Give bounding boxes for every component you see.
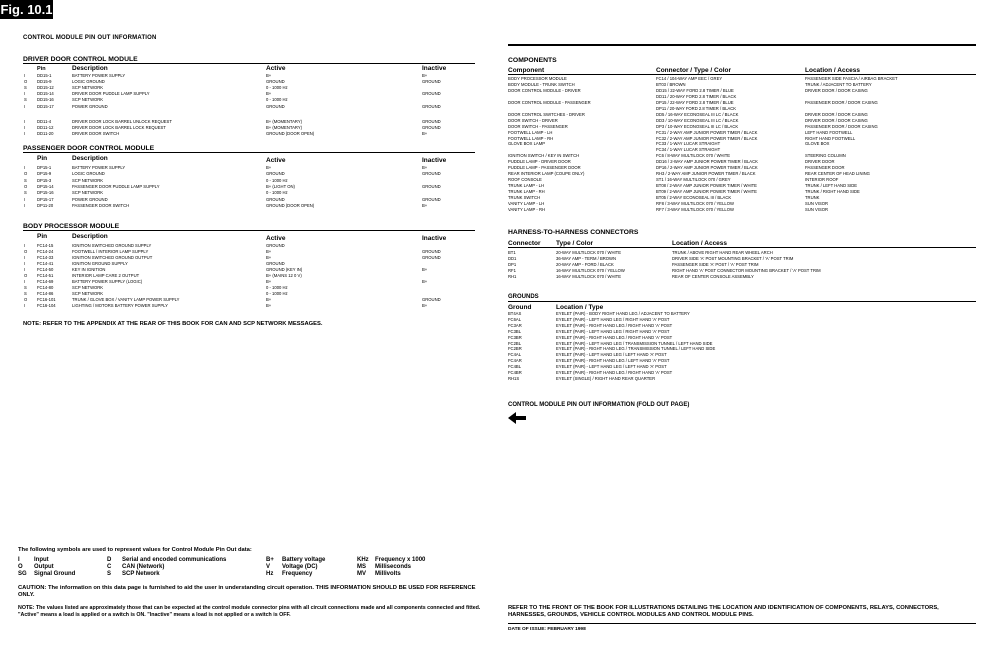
pin-number: FC14-33 — [37, 255, 54, 260]
component-connector: DP3 / 10-WAY ECONOSEAL III LC / BLACK — [656, 123, 739, 129]
component-connector: FC6 / 8-WAY MULTILOCK 070 / WHITE — [656, 153, 731, 159]
component-connector: FC31 / 2-WAY AMP JUNIOR POWER TIMER / BLACK — [656, 129, 758, 135]
ground-location: EYELET (PAIR) - LEFT HAND LEG / LEFT HAND 'A' POST — [556, 364, 667, 370]
pin-number: DD15-9 — [37, 79, 52, 85]
harness-type: 16-WAY MULTILOCK 070 / WHITE — [556, 273, 621, 279]
pin-description: FOOTWELL / INTERIOR LAMP SUPPLY — [72, 249, 149, 254]
component-name: TRUNK LAMP - LH — [508, 183, 544, 189]
component-connector: RF7 / 3-WAY MULTILOCK 070 / YELLOW — [656, 206, 734, 212]
pin-io: I — [24, 103, 26, 109]
pin-io: S — [24, 285, 27, 290]
ground-id: FC4AR — [508, 358, 522, 364]
component-location: TRUNK / ADJACENT TO BATTERY — [805, 81, 872, 87]
pin-active-value: B+ — [266, 303, 272, 308]
component-name: TRUNK SWITCH — [508, 195, 541, 200]
pin-inactive-value: GROUND — [422, 124, 441, 130]
symbol-code: Hz — [266, 571, 274, 577]
component-connector: FC14 / 104-WAY AMP EEC / GREY — [656, 76, 723, 81]
pin-number: FC14-69 — [37, 279, 54, 284]
pin-inactive-value: GROUND — [422, 79, 441, 85]
component-location: STEERING COLUMN — [805, 153, 846, 159]
ground-id: FC6AL — [508, 316, 522, 322]
pin-active-value: GROUND — [266, 79, 285, 85]
component-connector: DP16 / 2-WAY AMP JUNIOR POWER TIMER / BLACK — [656, 165, 758, 171]
component-name: GLOVE BOX LAMP — [508, 141, 546, 147]
harness-title: HARNESS-TO-HARNESS CONNECTORS — [508, 229, 639, 236]
harness-connector-header: Connector — [508, 240, 541, 247]
ground-location: EYELET (PAIR) - RIGHT HAND LEG / RIGHT HAND 'A' POST — [556, 370, 673, 375]
component-location: DRIVER DOOR / DOOR CASING — [805, 111, 868, 117]
component-location: SUN VISOR — [805, 200, 829, 206]
component-connector: DP15 / 22-WAY FORD 2.8 TIMER / BLUE — [656, 99, 734, 105]
pin-number: FC14-41 — [37, 261, 54, 266]
passenger-pin-header: Pin — [37, 155, 48, 162]
pin-number: DD15-14 — [37, 91, 54, 97]
component-name: DOOR CONTROL SWITCHES - DRIVER — [508, 111, 585, 117]
ground-id: FC4BL — [508, 364, 522, 370]
pin-description: INTERIOR LAMP CARE 2 OUTPUT — [72, 273, 140, 278]
pin-description: LIGHTING / MOTORS BATTERY POWER SUPPLY — [72, 303, 168, 308]
harness-location: REAR OF CENTER CONSOLE ASSEMBLY — [672, 273, 754, 279]
refer-front-note: REFER TO THE FRONT OF THE BOOK FOR ILLUSTRATIONS DETAILING THE LOCATION AND IDENTIFICATION OF COMPONENTS, RELAYS, CONNECTORS, HARNESSES, GROUNDS, VEHICLE CONTROL MODULES AND CONTROL MODULE PINS. — [508, 605, 939, 618]
component-name: FOOTWELL LAMP - LH — [508, 129, 553, 135]
pin-number: DP15-9 — [37, 171, 52, 177]
pin-active-value: GROUND — [266, 261, 285, 266]
component-connector: FC32 / 2-WAY AMP JUNIOR POWER TIMER / BLACK — [656, 135, 758, 141]
pin-number: DP15-3 — [37, 177, 52, 183]
pin-inactive-value: GROUND — [422, 171, 441, 177]
pin-number: DD11-12 — [37, 124, 54, 130]
harness-connector: DP1 — [508, 261, 517, 267]
pin-description: DRIVER DOOR LOCK BARREL LOCK REQUEST — [72, 124, 166, 130]
ground-location: EYELET (PAIR) - RIGHT HAND LEG / LEFT HAND 'A' POST — [556, 358, 670, 364]
symbol-meaning: Output — [34, 564, 54, 570]
pin-active-value: 0 - 1000 Hz — [266, 285, 288, 290]
pin-io: I — [24, 303, 26, 308]
component-location: REAR CENTER OF HEAD LINING — [805, 171, 870, 177]
component-connector: DD16 / 2-WAY AMP JUNIOR POWER TIMER / BLACK — [656, 159, 758, 165]
ground-header: Ground — [508, 304, 532, 311]
pin-number: DD15-17 — [37, 103, 54, 109]
component-connector: FC33 / 1-WAY LUCAR STRAIGHT — [656, 141, 721, 147]
component-connector: BT09 / 2-WAY AMP JUNIOR POWER TIMER / WHITE — [656, 189, 757, 195]
component-name: DOOR CONTROL MODULE - DRIVER — [508, 87, 581, 93]
pin-number: DP11-20 — [37, 202, 54, 208]
body-desc-header: Description — [72, 233, 108, 240]
symbol-meaning: Millivolts — [375, 571, 401, 577]
pin-number: FC16-101 — [37, 297, 56, 302]
component-location: INTERIOR ROOF — [805, 177, 839, 183]
component-name: TRUNK LAMP - RH — [508, 189, 545, 195]
component-connector: ST1 / 16-WAY MULTILOCK 070 / GREY — [656, 177, 731, 183]
pin-inactive-value: B+ — [422, 130, 428, 136]
driver-active-header: Active — [266, 65, 286, 72]
ground-location: EYELET (PAIR) - RIGHT HAND LEG / RIGHT HAND 'A' POST — [556, 322, 673, 328]
pin-inactive-value: B+ — [422, 202, 428, 208]
pin-inactive-value: GROUND — [422, 183, 441, 189]
pin-active-value: B+ — [266, 91, 272, 97]
pin-description: SCP NETWORK — [72, 291, 104, 296]
pin-io: S — [24, 291, 27, 296]
pin-number: DD11-20 — [37, 130, 54, 136]
ground-location: EYELET (PAIR) - RIGHT HAND LEG / TRANSMISSION TUNNEL / LEFT HAND SIDE — [556, 346, 716, 352]
pin-inactive-value: GROUND — [422, 249, 441, 254]
component-name: PUDDLE LAMP - DRIVER DOOR — [508, 159, 571, 165]
passenger-active-header: Active — [266, 157, 286, 164]
component-connector: DD3 / 10-WAY ECONOSEAL III LC / BLACK — [656, 117, 739, 123]
pin-inactive-value: GROUND — [422, 91, 441, 97]
pin-description: POWER GROUND — [72, 103, 108, 109]
components-title: COMPONENTS — [508, 57, 557, 64]
symbol-meaning: Voltage (DC) — [282, 564, 318, 570]
symbol-code: V — [266, 564, 271, 570]
component-name: PUDDLE LAMP - PASSENGER DOOR — [508, 165, 581, 171]
pin-io: S — [24, 190, 27, 196]
pin-inactive-value: GROUND — [422, 196, 441, 202]
ground-location: EYELET (PAIR) - RIGHT HAND LEG / RIGHT HAND 'A' POST — [556, 334, 673, 340]
pin-description: KEY IN IGNITION — [72, 267, 106, 272]
component-name: DOOR CONTROL MODULE - PASSENGER — [508, 99, 591, 105]
issue-date: DATE OF ISSUE: FEBRUARY 1998 — [508, 627, 586, 632]
harness-type: 20-WAY MULTILOCK 070 / WHITE — [556, 250, 621, 255]
pin-description: SCP NETWORK — [72, 177, 104, 183]
component-location: TRUNK / LEFT HAND SIDE — [805, 183, 858, 189]
symbol-code: MS — [357, 564, 366, 570]
pin-active-value: GROUND (KEY IN) — [266, 267, 303, 272]
component-location: PASSENGER SIDE FASCIA / AIRBAG BRACKET — [805, 76, 898, 81]
grounds-title: GROUNDS — [508, 294, 539, 300]
pin-description: DRIVER DOOR PUDDLE LAMP SUPPLY — [72, 91, 150, 97]
pin-active-value: 0 - 1000 Hz — [266, 291, 288, 296]
pin-number: DP15-1 — [37, 165, 52, 170]
pin-description: BATTERY POWER SUPPLY — [72, 73, 126, 78]
harness-connector: RF1 — [508, 267, 516, 273]
pin-active-value: B+ — [266, 279, 272, 284]
symbol-meaning: Frequency — [282, 571, 313, 577]
pin-number: FC14-86 — [37, 291, 54, 296]
pin-description: LOGIC GROUND — [72, 171, 105, 177]
ground-id: RH1S — [508, 375, 520, 381]
pin-active-value: 0 - 1000 Hz — [266, 177, 288, 183]
symbol-meaning: Input — [34, 557, 49, 563]
pin-io: I — [24, 279, 26, 284]
pin-number: FC14-24 — [37, 249, 54, 254]
component-connector: DD5 / 16-WAY ECONOSEAL III LC / BLACK — [656, 111, 739, 117]
ground-id: BT4AS — [508, 311, 522, 316]
pin-io: O — [24, 273, 28, 278]
component-location: TRUNK / RIGHT HAND SIDE — [805, 189, 860, 195]
component-location: SUN VISOR — [805, 206, 829, 212]
harness-location-header: Location / Access — [672, 240, 728, 247]
pin-number: DD15-12 — [37, 85, 54, 91]
ground-id: FC2BR — [508, 346, 522, 352]
pin-io: I — [24, 130, 26, 136]
passenger-desc-header: Description — [72, 155, 108, 162]
component-connector: RF8 / 3-WAY MULTILOCK 070 / YELLOW — [656, 200, 734, 206]
pin-inactive-value: B+ — [422, 73, 428, 78]
pin-number: FC14-80 — [37, 285, 54, 290]
symbol-meaning: CAN (Network) — [122, 564, 165, 570]
pin-active-value: GROUND — [266, 171, 285, 177]
pin-description: BATTERY POWER SUPPLY (LOGIC) — [72, 279, 143, 284]
component-connector: DD11 / 20-WAY FORD 2.8 TIMER / BLACK — [656, 93, 737, 99]
pin-io: O — [24, 171, 28, 177]
pin-io: I — [24, 202, 26, 208]
driver-inactive-header: Inactive — [422, 65, 447, 72]
ground-id: FC3BR — [508, 334, 522, 340]
pin-description: SCP NETWORK — [72, 85, 104, 91]
component-location: DRIVER DOOR — [805, 159, 835, 165]
harness-type: 16-WAY MULTILOCK 070 / YELLOW — [556, 267, 625, 273]
pin-number: FC16-104 — [37, 303, 56, 308]
pin-active-value: GROUND — [266, 243, 285, 248]
pin-active-value: B+ — [266, 249, 272, 254]
ground-location: EYELET (SINGLE) / RIGHT HAND REAR QUARTER — [556, 375, 656, 381]
symbol-code: SG — [18, 571, 27, 577]
pin-active-value: B+ (MOMENTARY) — [266, 118, 303, 124]
component-name: REAR INTERIOR LAMP (COUPE ONLY) — [508, 171, 585, 177]
pin-inactive-value: GROUND — [422, 118, 441, 124]
harness-location: RIGHT HAND 'A' POST CONNECTOR MOUNTING BRACKET / 'A' POST TRIM — [672, 267, 821, 273]
ground-location: EYELET (PAIR) - LEFT HAND LEG / TRANSMISSION TUNNEL / LEFT HAND SIDE — [556, 340, 713, 346]
ground-id: FC4AL — [508, 352, 522, 358]
component-name: ROOF CONSOLE — [508, 177, 542, 183]
harness-connector: RH1 — [508, 273, 517, 279]
component-connector: BT03 / BROWN — [656, 81, 686, 87]
symbol-code: I — [18, 557, 20, 563]
figure-label: Fig. 10.1 — [0, 2, 53, 17]
pin-description: PASSENGER DOOR PUDDLE LAMP SUPPLY — [72, 183, 160, 189]
pin-inactive-value: B+ — [422, 165, 428, 170]
pin-io: I — [24, 118, 26, 124]
pin-number: DD15-1 — [37, 73, 52, 78]
connector-type-header: Connector / Type / Color — [656, 67, 731, 74]
component-connector: BT05 / 2-WAY ECONOSEAL III / BLACK — [656, 195, 732, 200]
pin-description: POWER GROUND — [72, 196, 108, 202]
pin-active-value: B+ — [266, 165, 272, 170]
ground-id: FC3BL — [508, 328, 522, 334]
pin-number: DD15-16 — [37, 97, 54, 103]
ground-location: EYELET (PAIR) - LEFT HAND LEG / LEFT HAND 'A' POST — [556, 352, 667, 358]
component-location: LEFT HAND FOOTWELL — [805, 129, 853, 135]
pin-io: O — [24, 79, 28, 85]
pin-description: DRIVER DOOR LOCK BARREL UNLOCK REQUEST — [72, 118, 172, 124]
pin-description: LOGIC GROUND — [72, 79, 105, 85]
driver-pin-header: Pin — [37, 66, 46, 72]
pin-active-value: B+ — [266, 297, 272, 302]
pin-io: I — [24, 73, 26, 78]
symbol-code: KHz — [357, 557, 369, 563]
values-note: NOTE: The values listed are approximately those that can be expected at the control module connector pins with all circuit connections made and all components connected and fitted. "Active" means a load is applied or a switch is ON. "Inactive" means a load is not applied or a switch is OFF. — [18, 605, 481, 618]
pin-number: DP15-14 — [37, 183, 54, 189]
component-name: IGNITION SWITCH / KEY IN SWITCH — [508, 153, 580, 159]
ground-id: FC2BL — [508, 340, 522, 346]
ground-location: EYELET (PAIR) - BODY RIGHT HAND LEG / ADJACENT TO BATTERY — [556, 311, 690, 316]
pin-active-value: GROUND — [266, 196, 285, 202]
pin-inactive-value: B+ — [422, 267, 428, 272]
pin-io: I — [24, 255, 26, 260]
component-location-header: Location / Access — [805, 67, 861, 74]
harness-type: 36-WAY AMP - TERM / BROWN — [556, 255, 617, 261]
page-title: CONTROL MODULE PIN OUT INFORMATION — [23, 35, 157, 41]
ground-id: FC3AR — [508, 322, 522, 328]
component-name: FOOTWELL LAMP - RH — [508, 135, 554, 141]
pin-active-value: GROUND — [266, 103, 285, 109]
component-name: BODY PROCESSOR MODULE — [508, 76, 567, 81]
symbol-code: B+ — [266, 557, 274, 563]
pin-io: O — [24, 297, 28, 302]
component-location: GLOVE BOX — [805, 141, 830, 147]
body-active-header: Active — [266, 235, 286, 242]
pin-active-value: 0 - 1000 Hz — [266, 190, 288, 196]
symbol-meaning: Frequency x 1000 — [375, 557, 426, 563]
harness-type-header: Type / Color — [556, 240, 594, 247]
symbol-code: MV — [357, 571, 366, 577]
foldout-label: CONTROL MODULE PIN OUT INFORMATION (FOLD OUT PAGE) — [508, 402, 690, 408]
component-name: BODY MODULE - TRUNK SWITCH — [508, 81, 575, 87]
symbol-code: O — [18, 564, 23, 570]
pin-active-value: 0 - 1000 Hz — [266, 85, 288, 91]
component-name: VANITY LAMP - LH — [508, 200, 545, 206]
harness-connector: BT1 — [508, 250, 516, 255]
pin-number: DD11-4 — [37, 118, 52, 124]
symbol-code: D — [107, 557, 112, 563]
ground-location: EYELET (PAIR) - LEFT HAND LEG / RIGHT HAND 'A' POST — [556, 328, 670, 334]
driver-desc-header: Description — [72, 65, 108, 72]
component-header: Component — [508, 67, 545, 74]
pin-io: I — [24, 196, 26, 202]
pin-number: FC14-50 — [37, 267, 54, 272]
pin-io: S — [24, 177, 27, 183]
pin-io: S — [24, 97, 27, 103]
symbol-meaning: Serial and encoded communications — [122, 557, 227, 563]
pin-description: SCP NETWORK — [72, 190, 104, 196]
symbol-meaning: Battery voltage — [282, 557, 326, 563]
body-processor-title: BODY PROCESSOR MODULE — [23, 223, 120, 230]
pin-inactive-value: GROUND — [422, 255, 441, 260]
component-connector: RH3 / 2-WAY AMP JUNIOR POWER TIMER / BLACK — [656, 171, 756, 177]
component-location: TRUNK — [805, 195, 820, 200]
symbols-intro: The following symbols are used to represent values for Control Module Pin Out data: — [18, 547, 252, 553]
pin-description: PASSENGER DOOR SWITCH — [72, 202, 130, 208]
component-location: PASSENGER DOOR / DOOR CASING — [805, 123, 878, 129]
component-connector: BT08 / 2-WAY AMP JUNIOR POWER TIMER / WHITE — [656, 183, 757, 189]
body-inactive-header: Inactive — [422, 235, 447, 242]
pin-active-value: 0 - 1000 Hz — [266, 97, 288, 103]
harness-location: PASSENGER SIDE 'A' POST / 'A' POST TRIM — [672, 261, 759, 267]
component-location: RIGHT HAND FOOTWELL — [805, 135, 856, 141]
pin-io: S — [24, 85, 27, 91]
pin-description: SCP NETWORK — [72, 285, 104, 290]
pin-io: I — [24, 267, 26, 272]
passenger-door-title: PASSENGER DOOR CONTROL MODULE — [23, 145, 155, 152]
symbol-meaning: Milliseconds — [375, 564, 412, 570]
component-connector: DP11 / 20-WAY FORD 2.8 TIMER / BLACK — [656, 105, 737, 111]
pin-active-value: B+ — [266, 255, 272, 260]
ground-location: EYELET (PAIR) - LEFT HAND LEG / RIGHT HAND 'A' POST — [556, 316, 670, 322]
driver-door-title: DRIVER DOOR CONTROL MODULE — [23, 56, 138, 63]
pin-description: IGNITION GROUND SUPPLY — [72, 261, 128, 266]
pin-io: I — [24, 243, 26, 248]
component-name: DOOR SWITCH - DRIVER — [508, 117, 558, 123]
caution-note: CAUTION: The information on this data page is furnished to aid the user in understanding circuit operation. THIS INFORMATION SHOULD BE USED FOR REFERENCE ONLY. — [18, 585, 476, 598]
component-connector: FC34 / 1-WAY LUCAR STRAIGHT — [656, 147, 721, 153]
component-location: DRIVER DOOR / DOOR CASING — [805, 117, 868, 123]
appendix-note: NOTE: REFER TO THE APPENDIX AT THE REAR OF THIS BOOK FOR CAN AND SCP NETWORK MESSAGES. — [23, 321, 323, 327]
component-location: DRIVER DOOR / DOOR CASING — [805, 87, 868, 93]
pin-description: BATTERY POWER SUPPLY — [72, 165, 126, 170]
symbol-code: C — [107, 564, 112, 570]
pin-active-value: GROUND (DOOR OPEN) — [266, 202, 315, 208]
harness-location: TRUNK / ABOVE RIGHT HAND REAR WHEEL ARCH — [672, 250, 773, 255]
pin-active-value: B+ (LIGHT ON) — [266, 183, 295, 189]
pin-description: DRIVER DOOR SWITCH — [72, 130, 120, 136]
component-name: VANITY LAMP - RH — [508, 206, 545, 212]
pin-active-value: B+ — [266, 73, 272, 78]
pin-io: I — [24, 124, 26, 130]
pin-description: TRUNK / GLOVE BOX / VANITY LAMP POWER SUPPLY — [72, 297, 180, 302]
pin-active-value: B+ (MAINS 12 0 V) — [266, 273, 302, 278]
pin-number: FC14-51 — [37, 273, 54, 278]
harness-connector: DD1 — [508, 255, 517, 261]
component-location: PASSENGER DOOR — [805, 165, 845, 171]
pin-io: O — [24, 183, 28, 189]
pin-description: IGNITION SWITCHED GROUND SUPPLY — [72, 243, 152, 248]
pin-inactive-value: GROUND — [422, 297, 441, 302]
pin-description: IGNITION SWITCHED GROUND OUTPUT — [72, 255, 153, 260]
pin-inactive-value: GROUND — [422, 103, 441, 109]
body-pin-header: Pin — [37, 233, 48, 240]
ground-location-header: Location / Type — [556, 304, 604, 311]
component-connector: DD15 / 22-WAY FORD 2.8 TIMER / BLUE — [656, 87, 734, 93]
pin-inactive-value: B+ — [422, 303, 428, 308]
symbol-meaning: Signal Ground — [34, 571, 76, 577]
symbol-meaning: SCP Network — [122, 571, 160, 577]
pin-io: I — [24, 261, 26, 266]
harness-location: DRIVER SIDE 'A' POST MOUNTING BRACKET / 'A' POST TRIM — [672, 255, 794, 261]
pin-inactive-value: B+ — [422, 279, 428, 284]
pin-io: O — [24, 249, 28, 254]
component-location: PASSENGER DOOR / DOOR CASING — [805, 99, 878, 105]
pin-io: I — [24, 165, 26, 170]
ground-id: FC4BR — [508, 370, 522, 375]
pin-description: SCP NETWORK — [72, 97, 104, 103]
pin-number: FC14-15 — [37, 243, 54, 248]
pin-active-value: GROUND (DOOR OPEN) — [266, 130, 315, 136]
pin-io: I — [24, 91, 26, 97]
symbol-code: S — [107, 571, 112, 577]
pin-number: DP15-16 — [37, 190, 54, 196]
component-name: DOOR SWITCH - PASSENGER — [508, 123, 568, 129]
passenger-inactive-header: Inactive — [422, 157, 447, 164]
left-arrow-icon — [508, 411, 526, 429]
harness-type: 20-WAY AMP - FORD / BLACK — [556, 261, 614, 267]
pin-number: DP15-17 — [37, 196, 54, 202]
pin-active-value: B+ (MOMENTARY) — [266, 124, 303, 130]
